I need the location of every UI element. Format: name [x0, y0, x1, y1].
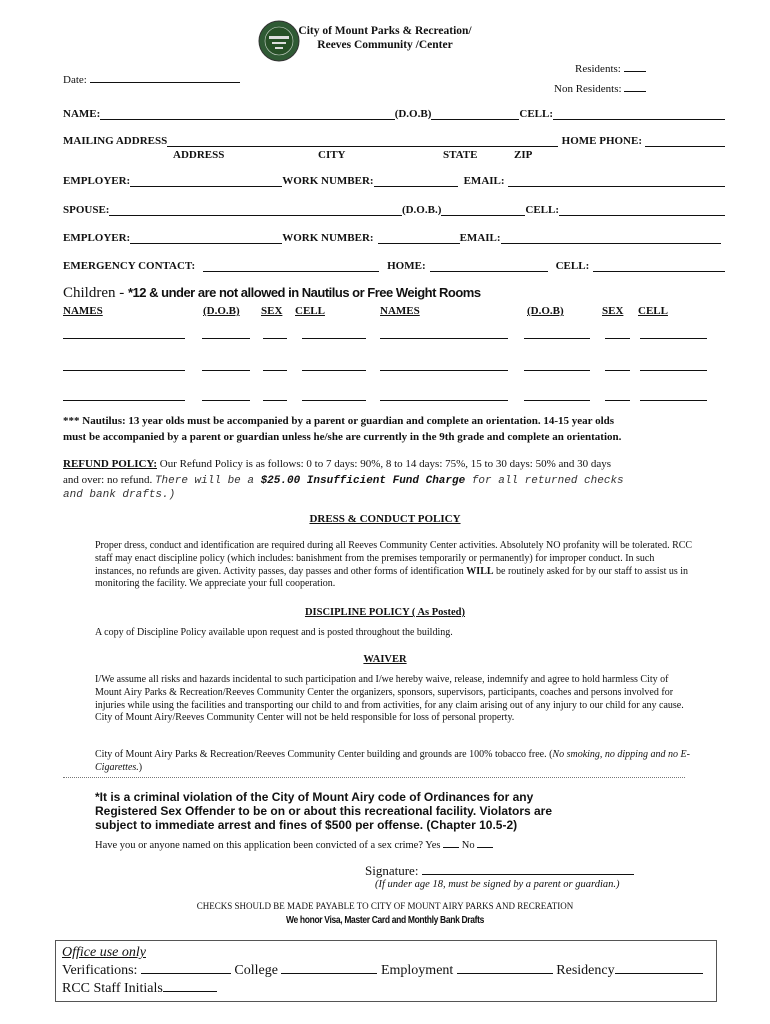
sub-zip: ZIP [514, 149, 533, 161]
discipline-text: A copy of Discipline Policy available upon request and is posted throughout the building. [95, 627, 453, 638]
child-name-input[interactable] [63, 400, 185, 401]
child-dob-input[interactable] [524, 370, 590, 371]
spouse-row [63, 204, 725, 216]
title-line-2: Reeves Community /Center [317, 39, 453, 51]
payment-honor: We honor Visa, Master Card and Monthly Bank Drafts [285, 915, 485, 926]
spouse-label: SPOUSE: [63, 204, 110, 216]
work-number2-label: WORK NUMBER: [282, 232, 374, 244]
residents-field [575, 60, 646, 75]
child-name-input[interactable] [63, 338, 185, 339]
children-column-header: CELL [638, 305, 668, 317]
children-column-header: NAMES [63, 305, 103, 317]
emergency-home-input[interactable] [430, 260, 548, 272]
spouse-input[interactable] [109, 204, 401, 216]
tobacco-end: ) [138, 761, 143, 773]
home-phone-input[interactable] [645, 135, 725, 147]
dress-text [95, 540, 695, 591]
emergency-cell-label: CELL: [555, 260, 590, 272]
dotted-divider [63, 777, 685, 778]
child-dob-input[interactable] [202, 338, 250, 339]
refund-text-1: Our Refund Policy is as follows: 0 to 7 days: 90%, 8 to 14 days: 75%, 15 to 30 days: 50% and 30 days [157, 458, 612, 470]
employer-input[interactable] [130, 175, 282, 187]
emergency-contact-input[interactable] [203, 260, 379, 272]
children-column-header: SEX [602, 305, 624, 317]
nautilus-line-1: *** Nautilus: 13 year olds must be accompanied by a parent or guardian and complete an orientation. 14-15 year olds [63, 415, 615, 427]
employer2-input[interactable] [130, 232, 282, 244]
waiver-heading: WAIVER [363, 654, 407, 665]
refund-mono-2: for all returned checks [465, 475, 624, 487]
spouse-cell-input[interactable] [559, 204, 725, 216]
offender-question-text: Have you or anyone named on this application been convicted of a sex crime? Yes [95, 840, 441, 851]
spouse-cell-label: CELL: [525, 204, 559, 216]
child-sex-input[interactable] [605, 370, 630, 371]
child-cell-input[interactable] [640, 338, 707, 339]
refund-line-3: and bank drafts.) [63, 489, 176, 501]
college-input[interactable] [281, 961, 377, 974]
child-dob-input[interactable] [524, 338, 590, 339]
employer2-row [63, 232, 725, 244]
no-input[interactable] [477, 838, 493, 848]
children-heading-prefix: Children - [63, 285, 128, 301]
staff-initials-input[interactable] [163, 979, 217, 992]
children-heading [63, 285, 481, 302]
residency-label: Residency [556, 963, 615, 978]
email2-input[interactable] [501, 232, 721, 244]
checks-payable: CHECKS SHOULD BE MADE PAYABLE TO CITY OF MOUNT AIRY PARKS AND RECREATION [196, 901, 574, 911]
sub-state: STATE [443, 149, 478, 161]
offender-line-3: subject to immediate arrest and fines of $500 per offense. (Chapter 10.5-2) [95, 818, 518, 832]
office-title: Office use only [62, 945, 146, 960]
email-label: EMAIL: [463, 175, 505, 187]
child-dob-input[interactable] [524, 400, 590, 401]
sub-city: CITY [318, 149, 346, 161]
child-cell-input[interactable] [640, 370, 707, 371]
refund-text-2: and over: no refund. [63, 474, 155, 486]
work-number2-input[interactable] [378, 232, 460, 244]
date-label: Date: [63, 74, 87, 86]
child-name-input[interactable] [63, 370, 185, 371]
employment-label: Employment [380, 963, 454, 978]
dress-text-bold: WILL [466, 565, 494, 577]
email-input[interactable] [508, 175, 725, 187]
tobacco-text [95, 749, 695, 775]
signature-input[interactable] [422, 862, 634, 875]
children-column-header: (D.O.B) [527, 305, 564, 317]
cell-input[interactable] [553, 108, 725, 120]
emergency-row [63, 260, 725, 272]
work-number-input[interactable] [374, 175, 458, 187]
dress-heading: DRESS & CONDUCT POLICY [309, 513, 461, 525]
staff-initials-row [62, 979, 710, 997]
offender-notice [95, 790, 552, 832]
email2-label: EMAIL: [459, 232, 501, 244]
staff-initials-label: RCC Staff Initials [62, 981, 163, 996]
employer-row [63, 175, 725, 187]
child-cell-input[interactable] [302, 338, 366, 339]
employer2-label: EMPLOYER: [63, 232, 131, 244]
no-label: No [461, 840, 475, 851]
cell-label: CELL: [519, 108, 553, 120]
residents-label: Residents: [575, 63, 621, 75]
employer-label: EMPLOYER: [63, 175, 131, 187]
child-cell-input[interactable] [640, 400, 707, 401]
date-field [63, 71, 240, 86]
sub-address: ADDRESS [173, 149, 225, 161]
children-column-header: (D.O.B) [203, 305, 240, 317]
college-label: College [234, 963, 278, 978]
name-input[interactable] [100, 108, 394, 120]
date-input[interactable] [90, 71, 240, 83]
name-label: NAME: [63, 108, 101, 120]
emergency-cell-input[interactable] [593, 260, 725, 272]
work-number-label: WORK NUMBER: [282, 175, 374, 187]
child-cell-input[interactable] [302, 400, 366, 401]
child-name-input[interactable] [380, 400, 508, 401]
verifications-row [62, 961, 710, 979]
emergency-home-label: HOME: [387, 260, 426, 272]
verifications-label: Verifications: [62, 963, 138, 978]
dress-text-b: be routinely asked for by our staff to assist us in monitoring the facility. We appreciate your full cooperation. [95, 565, 689, 590]
non-residents-input[interactable] [624, 80, 646, 92]
emergency-contact-label: EMERGENCY CONTACT: [63, 260, 196, 272]
children-column-header: NAMES [380, 305, 420, 317]
mailing-address-label: MAILING ADDRESS [63, 135, 168, 147]
refund-line-2 [63, 474, 624, 487]
child-dob-input[interactable] [202, 370, 250, 371]
dob-input[interactable] [431, 108, 519, 120]
spouse-dob-input[interactable] [441, 204, 525, 216]
residents-input[interactable] [624, 60, 646, 72]
refund-mono-1: There will be a [154, 475, 261, 487]
mailing-address-input[interactable] [167, 135, 557, 147]
refund-label: REFUND POLICY: [63, 458, 158, 470]
children-column-header: SEX [261, 305, 283, 317]
nautilus-line-2: must be accompanied by a parent or guardian unless he/she are currently in the 9th grade and complete an orientation. [63, 431, 622, 443]
child-sex-input[interactable] [605, 338, 630, 339]
child-sex-input[interactable] [263, 338, 287, 339]
waiver-text: I/We assume all risks and hazards incidental to such participation and I/we hereby waive, release, indemnify and agree to hold harmless City of Mount Airy Parks & Recreation/Reeves Community Center the organizers, sponsors, supervisors, participants, coaches and persons involved for injuries while using the facilities and transporting our child to and from activities, for any claim arising out of any injury to our child for any cause. City of Mount Airy/Reeves Community Center will not be held responsible for loss of personal property. [95, 674, 684, 724]
signature-label: Signature: [365, 863, 419, 878]
children-column-header: CELL [295, 305, 325, 317]
offender-line-2: Registered Sex Offender to be on or about this recreational facility. Violators are [95, 804, 553, 818]
mailing-row [63, 135, 725, 147]
refund-fee: $25.00 Insufficient Fund Charge [260, 475, 466, 487]
discipline-heading: DISCIPLINE POLICY ( As Posted) [304, 607, 466, 618]
refund-line-1 [63, 458, 611, 470]
child-name-input[interactable] [380, 338, 508, 339]
child-cell-input[interactable] [302, 370, 366, 371]
yes-input[interactable] [443, 838, 459, 848]
dob-label: (D.O.B) [394, 108, 432, 120]
signature-note: (If under age 18, must be signed by a parent or guardian.) [375, 879, 620, 890]
dress-text-a: Proper dress, conduct and identification are required during all Reeves Community Center activities. Absolutely NO profanity will be tolerated. RCC staff may enact discipline policy (which includes: banishment from the premises temporarily or permanently) for improper conduct. In such instances, no refunds are given. Activity passes, day passes and other forms of identification [95, 540, 693, 577]
home-phone-label: HOME PHONE: [561, 135, 642, 147]
child-sex-input[interactable] [263, 370, 287, 371]
non-residents-field [554, 80, 646, 95]
child-sex-input[interactable] [263, 400, 287, 401]
office-use-box [55, 940, 717, 1002]
tobacco-main: City of Mount Airy Parks & Recreation/Reeves Community Center building and grounds are 100% tobacco free. ( [95, 749, 553, 760]
offender-line-1: *It is a criminal violation of the City of Mount Airy code of Ordinances for any [95, 790, 534, 804]
non-residents-label: Non Residents: [554, 83, 622, 95]
title-line-1: City of Mount Parks & Recreation/ [298, 25, 472, 37]
offender-question [95, 838, 493, 851]
name-row [63, 108, 725, 120]
employment-input[interactable] [457, 961, 553, 974]
child-sex-input[interactable] [605, 400, 630, 401]
tobacco-italic: No smoking, no dipping and no E-Cigarettes. [95, 749, 690, 773]
signature-field [365, 862, 634, 879]
verifications-input[interactable] [141, 961, 231, 974]
child-dob-input[interactable] [202, 400, 250, 401]
child-name-input[interactable] [380, 370, 508, 371]
residency-input[interactable] [615, 961, 703, 974]
children-heading-note: *12 & under are not allowed in Nautilus or Free Weight Rooms [128, 285, 481, 300]
spouse-dob-label: (D.O.B.) [401, 204, 442, 216]
